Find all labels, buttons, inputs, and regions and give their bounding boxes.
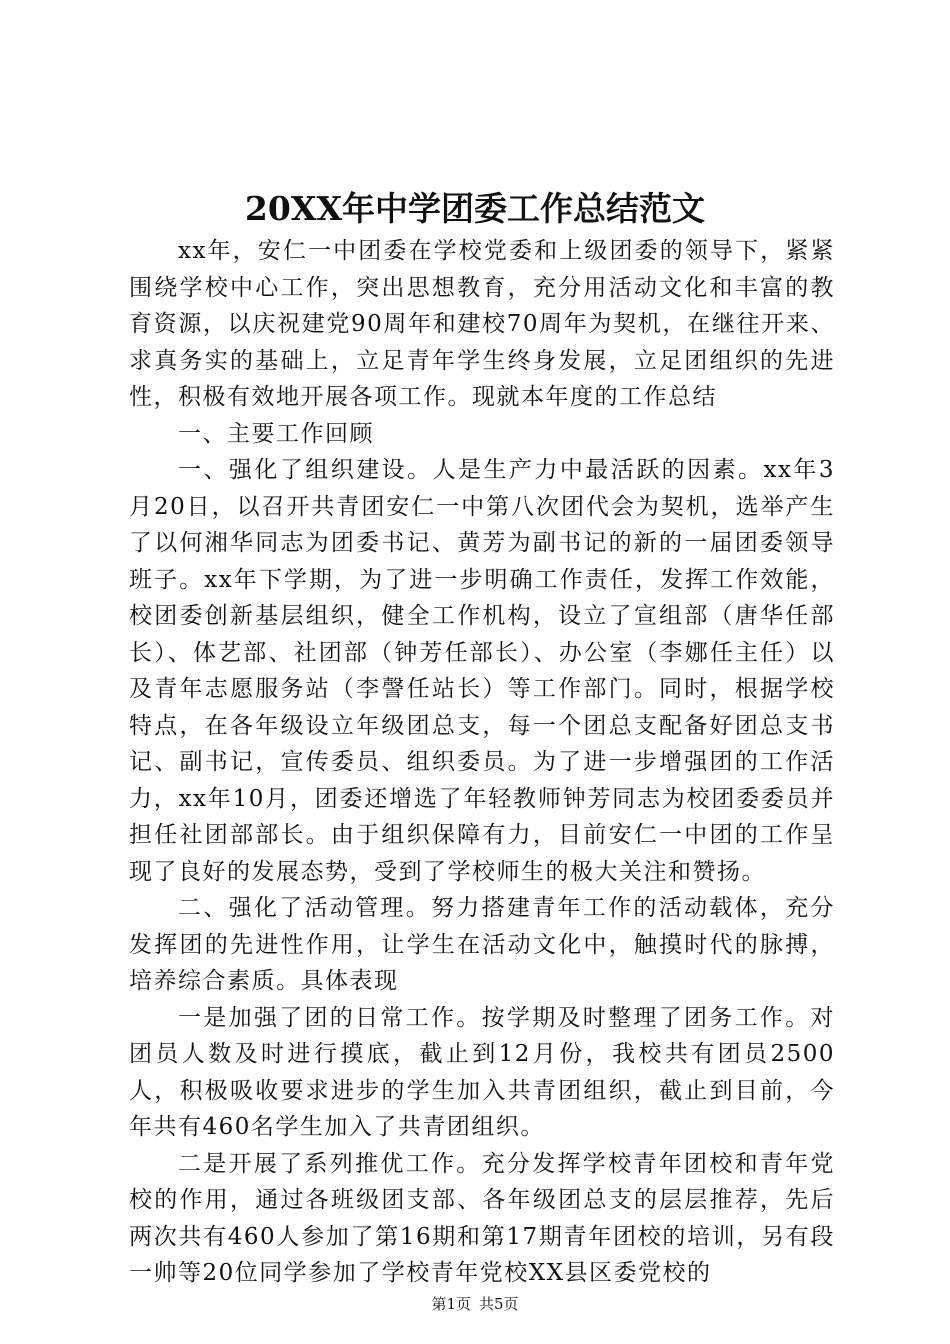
section-heading-review: 一、主要工作回顾 <box>178 420 374 447</box>
page-total: 共5页 <box>479 1295 519 1313</box>
document-body <box>129 233 835 1292</box>
page-footer <box>0 1294 950 1314</box>
document-title: 20XX年中学团委工作总结范文 <box>244 189 706 228</box>
page-number: 第1页 <box>431 1295 471 1313</box>
paragraph-intro: xx年，安仁一中团委在学校党委和上级团委的领导下，紧紧围绕学校中心工作，突出思想教育，充分用活动文化和丰富的教育资源，以庆祝建党90周年和建校70周年为契机，在继往开来、求真务实的基础上，立足青年学生终身发展，立足团组织的先进性，积极有效地开展各项工作。现就本年度的工作总结 <box>129 238 835 410</box>
paragraph-activity-management: 二、强化了活动管理。努力搭建青年工作的活动载体，充分发挥团的先进性作用，让学生在活动文化中，触摸时代的脉搏，培养综合素质。具体表现 <box>129 895 835 994</box>
paragraph-recommendation: 二是开展了系列推优工作。充分发挥学校青年团校和青年党校的作用，通过各班级团支部、各年级团总支的层层推荐，先后两次共有460人参加了第16期和第17期青年团校的培训，另有段一帅等20位同学参加了学校青年党校XX县区委党校的 <box>129 1150 835 1286</box>
paragraph-organization: 一、强化了组织建设。人是生产力中最活跃的因素。xx年3月20日，以召开共青团安仁一中第八次团代会为契机，选举产生了以何湘华同志为团委书记、黄芳为副书记的新的一届团委领导班子。xx年下学期，为了进一步明确工作责任，发挥工作效能，校团委创新基层组织，健全工作机构，设立了宣组部（唐华任部长）、体艺部、社团部（钟芳任部长）、办公室（李娜任主任）以及青年志愿服务站（李謦任站长）等工作部门。同时，根据学校特点，在各年级设立年级团总支，每一个团总支配备好团总支书记、副书记，宣传委员、组织委员。为了进一步增强团的工作活力，xx年10月，团委还增选了年轻教师钟芳同志为校团委委员并担任社团部部长。由于组织保障有力，目前安仁一中团的工作呈现了良好的发展态势，受到了学校师生的极大关注和赞扬。 <box>129 457 835 885</box>
paragraph-daily-work: 一是加强了团的日常工作。按学期及时整理了团务工作。对团员人数及时进行摸底，截止到12月份，我校共有团员2500人，积极吸收要求进步的学生加入共青团组织，截止到目前，今年共有460名学生加入了共青团组织。 <box>129 1004 835 1140</box>
